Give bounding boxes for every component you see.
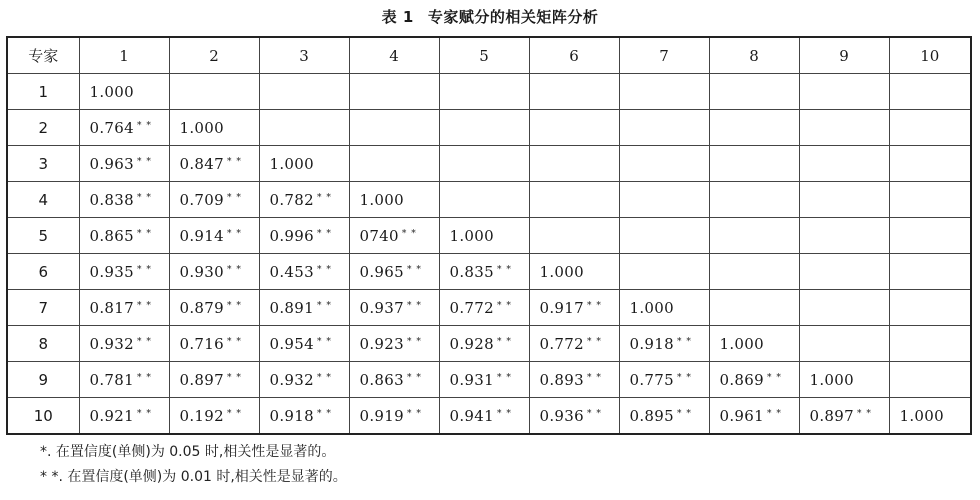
correlation-cell (79, 146, 169, 182)
empty-cell (349, 146, 439, 182)
significance-marker: * * (676, 408, 692, 419)
empty-cell (619, 218, 709, 254)
correlation-value: 0.918 (629, 334, 674, 353)
empty-cell (889, 146, 971, 182)
correlation-cell (349, 218, 439, 254)
significance-marker: * * (136, 120, 152, 131)
table-row (7, 110, 971, 146)
correlation-value: 0.772 (449, 298, 494, 317)
correlation-value: 0.192 (179, 406, 224, 425)
correlation-value: 1.000 (89, 82, 134, 101)
correlation-value: 1.000 (719, 334, 764, 353)
empty-cell (439, 182, 529, 218)
correlation-cell (259, 182, 349, 218)
significance-marker: * * (496, 336, 512, 347)
empty-cell (889, 218, 971, 254)
correlation-value: 0.835 (449, 262, 494, 281)
row-header: 6 (7, 254, 79, 290)
correlation-cell (439, 326, 529, 362)
correlation-cell (169, 254, 259, 290)
table-row (7, 398, 971, 435)
correlation-value: 0.897 (809, 406, 854, 425)
row-header: 3 (7, 146, 79, 182)
correlation-cell (529, 254, 619, 290)
empty-cell (709, 218, 799, 254)
correlation-cell (439, 398, 529, 435)
empty-cell (259, 110, 349, 146)
table-row (7, 182, 971, 218)
correlation-value: 0.709 (179, 190, 224, 209)
empty-cell (799, 146, 889, 182)
column-header: 4 (349, 37, 439, 74)
column-header: 6 (529, 37, 619, 74)
correlation-cell (439, 290, 529, 326)
correlation-value: 1.000 (809, 370, 854, 389)
correlation-cell (259, 326, 349, 362)
empty-cell (619, 146, 709, 182)
correlation-value: 0.930 (179, 262, 224, 281)
row-header: 9 (7, 362, 79, 398)
note-significance-001: * *. 在置信度(单侧)为 0.01 时,相关性是显著的。 (40, 469, 347, 485)
correlation-value: 0.869 (719, 370, 764, 389)
significance-marker: * * (316, 192, 332, 203)
correlation-value: 1.000 (539, 262, 584, 281)
table-row (7, 146, 971, 182)
empty-cell (799, 110, 889, 146)
significance-marker: * * (766, 372, 782, 383)
correlation-cell (349, 326, 439, 362)
empty-cell (709, 110, 799, 146)
correlation-value: 0.936 (539, 406, 584, 425)
row-header: 10 (7, 398, 79, 435)
empty-cell (889, 110, 971, 146)
correlation-value: 0.817 (89, 298, 134, 317)
empty-cell (349, 110, 439, 146)
empty-cell (169, 74, 259, 110)
row-header: 5 (7, 218, 79, 254)
correlation-value: 0.935 (89, 262, 134, 281)
empty-cell (799, 326, 889, 362)
significance-marker: * * (586, 372, 602, 383)
significance-marker: * * (406, 372, 422, 383)
empty-cell (799, 218, 889, 254)
empty-cell (619, 254, 709, 290)
correlation-cell (349, 182, 439, 218)
correlation-cell (619, 326, 709, 362)
correlation-cell (79, 254, 169, 290)
table-row (7, 74, 971, 110)
table-row (7, 326, 971, 362)
correlation-value: 0.965 (359, 262, 404, 281)
correlation-cell (619, 362, 709, 398)
significance-marker: * * (136, 408, 152, 419)
correlation-value: 0740 (359, 226, 399, 245)
empty-cell (799, 290, 889, 326)
significance-marker: * * (226, 192, 242, 203)
correlation-value: 0.891 (269, 298, 314, 317)
significance-marker: * * (856, 408, 872, 419)
empty-cell (799, 254, 889, 290)
correlation-value: 0.914 (179, 226, 224, 245)
correlation-cell (529, 326, 619, 362)
significance-marker: * * (226, 156, 242, 167)
correlation-cell (79, 290, 169, 326)
significance-marker: * * (406, 336, 422, 347)
table-title: 专家赋分的相关矩阵分析 (427, 8, 599, 26)
correlation-cell (169, 398, 259, 435)
table-row (7, 362, 971, 398)
correlation-value: 1.000 (179, 118, 224, 137)
correlation-cell (259, 290, 349, 326)
significance-marker: * * (226, 372, 242, 383)
significance-marker: * * (586, 300, 602, 311)
significance-marker: * * (136, 264, 152, 275)
correlation-cell (259, 146, 349, 182)
correlation-cell (169, 362, 259, 398)
correlation-value: 0.917 (539, 298, 584, 317)
correlation-cell (439, 254, 529, 290)
correlation-value: 1.000 (899, 406, 944, 425)
correlation-value: 0.963 (89, 154, 134, 173)
significance-marker: * * (406, 264, 422, 275)
correlation-cell (439, 362, 529, 398)
empty-cell (709, 74, 799, 110)
correlation-value: 0.895 (629, 406, 674, 425)
correlation-cell (169, 182, 259, 218)
empty-cell (529, 74, 619, 110)
correlation-value: 0.941 (449, 406, 494, 425)
correlation-cell (169, 326, 259, 362)
significance-marker: * * (316, 336, 332, 347)
empty-cell (349, 74, 439, 110)
correlation-value: 0.879 (179, 298, 224, 317)
table-row (7, 290, 971, 326)
significance-marker: * * (316, 228, 332, 239)
correlation-cell (349, 254, 439, 290)
significance-marker: * * (496, 264, 512, 275)
column-header: 2 (169, 37, 259, 74)
empty-cell (889, 326, 971, 362)
empty-cell (889, 362, 971, 398)
significance-marker: * * (136, 336, 152, 347)
correlation-value: 0.772 (539, 334, 584, 353)
correlation-cell (619, 290, 709, 326)
row-header: 7 (7, 290, 79, 326)
correlation-cell (79, 326, 169, 362)
correlation-cell (709, 326, 799, 362)
table-row (7, 254, 971, 290)
empty-cell (889, 74, 971, 110)
note-significance-005: *. 在置信度(单侧)为 0.05 时,相关性是显著的。 (40, 444, 336, 460)
empty-cell (799, 74, 889, 110)
table-row (7, 218, 971, 254)
correlation-value: 0.954 (269, 334, 314, 353)
correlation-cell (799, 362, 889, 398)
correlation-value: 0.782 (269, 190, 314, 209)
correlation-value: 0.923 (359, 334, 404, 353)
significance-marker: * * (226, 264, 242, 275)
correlation-value: 0.865 (89, 226, 134, 245)
significance-marker: * * (676, 372, 692, 383)
correlation-value: 1.000 (449, 226, 494, 245)
correlation-cell (259, 254, 349, 290)
correlation-cell (529, 290, 619, 326)
significance-marker: * * (226, 336, 242, 347)
correlation-value: 0.932 (269, 370, 314, 389)
significance-marker: * * (316, 408, 332, 419)
row-header: 4 (7, 182, 79, 218)
correlation-cell (529, 362, 619, 398)
column-header: 3 (259, 37, 349, 74)
row-header: 1 (7, 74, 79, 110)
significance-marker: * * (496, 408, 512, 419)
matrix-body (7, 74, 971, 435)
header-row (7, 37, 971, 74)
correlation-cell (169, 146, 259, 182)
empty-cell (619, 182, 709, 218)
correlation-cell (259, 398, 349, 435)
correlation-value: 0.847 (179, 154, 224, 173)
empty-cell (709, 254, 799, 290)
correlation-value: 0.716 (179, 334, 224, 353)
empty-cell (439, 146, 529, 182)
empty-cell (529, 218, 619, 254)
correlation-value: 0.919 (359, 406, 404, 425)
correlation-cell (619, 398, 709, 435)
row-header: 2 (7, 110, 79, 146)
column-header: 5 (439, 37, 529, 74)
correlation-value: 1.000 (269, 154, 314, 173)
correlation-cell (169, 218, 259, 254)
correlation-cell (79, 110, 169, 146)
empty-cell (529, 146, 619, 182)
correlation-value: 0.897 (179, 370, 224, 389)
correlation-cell (529, 398, 619, 435)
correlation-value: 0.838 (89, 190, 134, 209)
significance-marker: * * (316, 264, 332, 275)
correlation-cell (349, 362, 439, 398)
correlation-cell (79, 398, 169, 435)
significance-marker: * * (406, 408, 422, 419)
significance-marker: * * (401, 228, 417, 239)
significance-marker: * * (406, 300, 422, 311)
correlation-cell (79, 362, 169, 398)
correlation-value: 0.961 (719, 406, 764, 425)
correlation-value: 1.000 (359, 190, 404, 209)
empty-cell (259, 74, 349, 110)
significance-marker: * * (676, 336, 692, 347)
correlation-value: 0.928 (449, 334, 494, 353)
correlation-value: 0.863 (359, 370, 404, 389)
correlation-cell (349, 290, 439, 326)
empty-cell (529, 182, 619, 218)
correlation-cell (709, 362, 799, 398)
correlation-cell (799, 398, 889, 435)
table-notes (40, 440, 347, 490)
significance-marker: * * (136, 192, 152, 203)
table-caption (0, 6, 980, 27)
correlation-cell (169, 290, 259, 326)
corner-header: 专家 (7, 37, 79, 74)
empty-cell (709, 182, 799, 218)
empty-cell (889, 254, 971, 290)
correlation-value: 0.453 (269, 262, 314, 281)
empty-cell (529, 110, 619, 146)
correlation-cell (709, 398, 799, 435)
correlation-value: 1.000 (629, 298, 674, 317)
correlation-value: 0.764 (89, 118, 134, 137)
significance-marker: * * (226, 300, 242, 311)
significance-marker: * * (496, 372, 512, 383)
significance-marker: * * (496, 300, 512, 311)
correlation-value: 0.921 (89, 406, 134, 425)
significance-marker: * * (136, 228, 152, 239)
significance-marker: * * (766, 408, 782, 419)
correlation-cell (259, 362, 349, 398)
empty-cell (619, 74, 709, 110)
correlation-value: 0.775 (629, 370, 674, 389)
column-header: 9 (799, 37, 889, 74)
empty-cell (889, 182, 971, 218)
column-header: 10 (889, 37, 971, 74)
row-header: 8 (7, 326, 79, 362)
column-header: 8 (709, 37, 799, 74)
correlation-cell (79, 74, 169, 110)
correlation-cell (439, 218, 529, 254)
correlation-cell (79, 218, 169, 254)
significance-marker: * * (136, 372, 152, 383)
correlation-value: 0.937 (359, 298, 404, 317)
empty-cell (439, 74, 529, 110)
correlation-cell (169, 110, 259, 146)
correlation-matrix-table (6, 36, 972, 435)
empty-cell (439, 110, 529, 146)
significance-marker: * * (316, 372, 332, 383)
empty-cell (619, 110, 709, 146)
correlation-value: 0.931 (449, 370, 494, 389)
column-header: 7 (619, 37, 709, 74)
correlation-cell (79, 182, 169, 218)
significance-marker: * * (136, 300, 152, 311)
significance-marker: * * (226, 408, 242, 419)
correlation-cell (349, 398, 439, 435)
table-number: 表 1 (381, 8, 414, 26)
empty-cell (889, 290, 971, 326)
empty-cell (709, 290, 799, 326)
correlation-value: 0.918 (269, 406, 314, 425)
empty-cell (709, 146, 799, 182)
correlation-value: 0.932 (89, 334, 134, 353)
correlation-cell (259, 218, 349, 254)
significance-marker: * * (226, 228, 242, 239)
significance-marker: * * (586, 408, 602, 419)
correlation-value: 0.996 (269, 226, 314, 245)
correlation-value: 0.893 (539, 370, 584, 389)
significance-marker: * * (586, 336, 602, 347)
column-header: 1 (79, 37, 169, 74)
significance-marker: * * (316, 300, 332, 311)
significance-marker: * * (136, 156, 152, 167)
correlation-value: 0.781 (89, 370, 134, 389)
empty-cell (799, 182, 889, 218)
correlation-cell (889, 398, 971, 435)
